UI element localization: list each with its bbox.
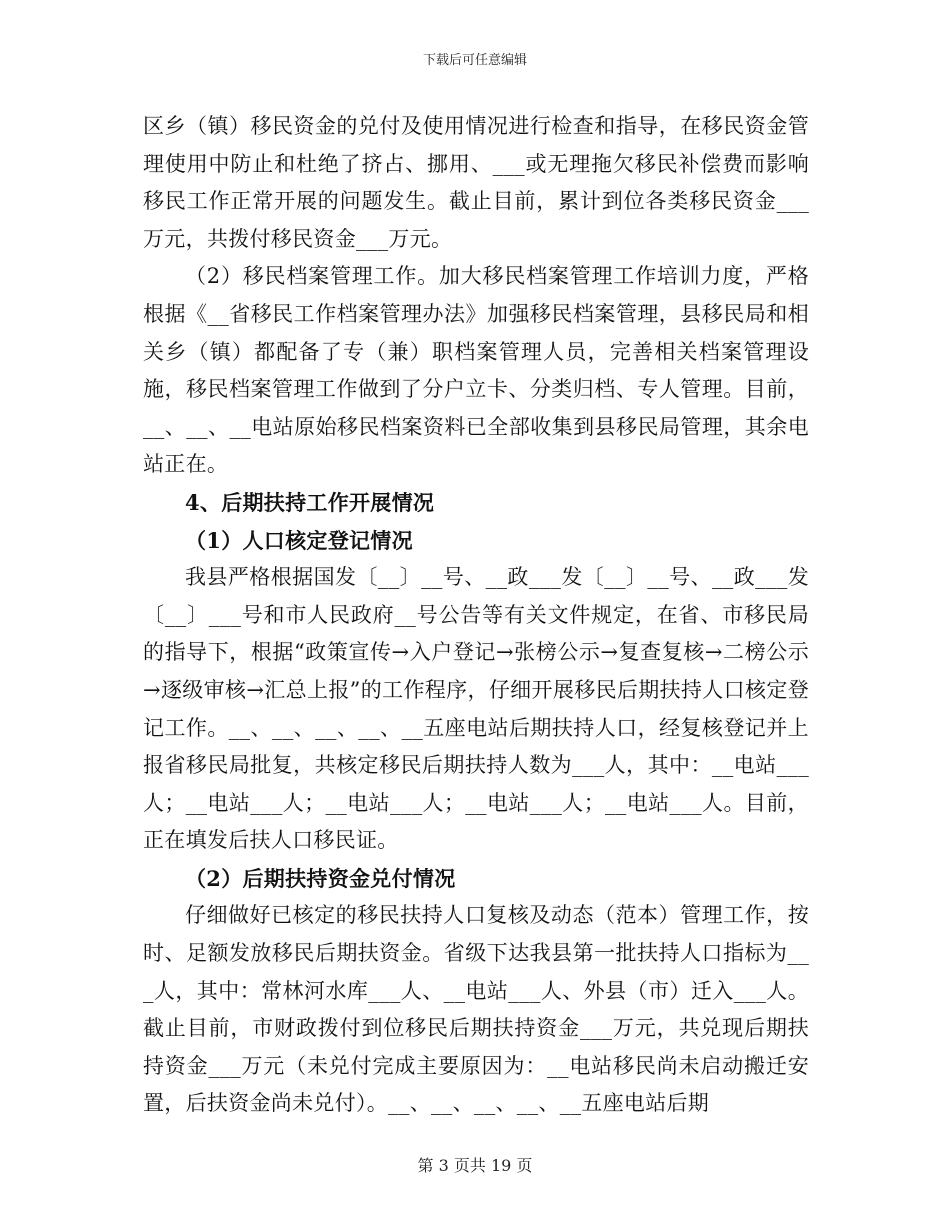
- paragraph-archive-management: （2）移民档案管理工作。加大移民档案管理工作培训力度，严格根据《__省移民工作档案管理办法》加强移民档案管理，县移民局和相关乡（镇）都配备了专（兼）职档案管理人员，完善相关档案管理设施，移民档案管理工作做到了分户立卡、分类归档、专人管理。目前，__、__、__电站原始移民档案资料已全部收集到县移民局管理，其余电站正在。: [143, 264, 809, 477]
- page-header: 下载后可任意编辑: [422, 53, 527, 68]
- paragraph-fund-disbursement: 仔细做好已核定的移民扶持人口复核及动态（范本）管理工作，按时、足额发放移民后期扶资金。省级下达我县第一批扶持人口指标为___人，其中：常林河水库___人、__电站___人、外县（市）迁入___人。截止目前，市财政拨付到位移民后期扶持资金___万元，共兑现后期扶持资金___万元（未兑付完成主要原因为：__电站移民尚未启动搬迁安置，后扶资金尚未兑付）。__、__、__、__、__五座电站后期: [143, 903, 809, 1116]
- paragraph-population-registration: 我县严格根据国发〔__〕__号、__政___发〔__〕__号、__政___发〔__〕___号和市人民政府__号公告等有关文件规定，在省、市移民局的指导下，根据“政策宣传→入户登记→张榜公示→复查复核→二榜公示→逐级审核→汇总上报”的工作程序，仔细开展移民后期扶持人口核定登记工作。__、__、__、__、__五座电站后期扶持人口，经复核登记并上报省移民局批复，共核定移民后期扶持人数为___人，其中：__电站___人；__电站___人；__电站___人；__电站___人；__电站___人。目前，正在填发后扶人口移民证。: [143, 565, 809, 853]
- section-heading-later-support: 4、后期扶持工作开展情况: [185, 489, 435, 515]
- document-body: [143, 108, 809, 1123]
- subsection-heading-fund-disbursement: （2）后期扶持资金兑付情况: [185, 865, 456, 891]
- page-footer: 第 3 页共 19 页: [417, 1156, 533, 1175]
- subsection-heading-population-registration: （1）人口核定登记情况: [185, 527, 413, 553]
- paragraph-fund-management: 区乡（镇）移民资金的兑付及使用情况进行检查和指导，在移民资金管理使用中防止和杜绝了挤占、挪用、___或无理拖欠移民补偿费而影响移民工作正常开展的问题发生。截止目前，累计到位各类移民资金___万元，共拨付移民资金___万元。: [143, 114, 809, 251]
